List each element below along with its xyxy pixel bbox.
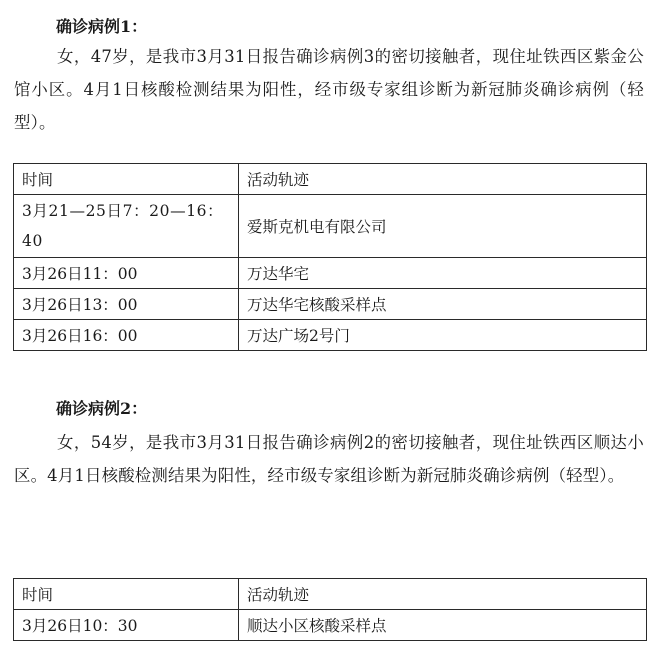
header-time: 时间 bbox=[14, 164, 239, 195]
header-trajectory: 活动轨迹 bbox=[239, 579, 647, 610]
case-2-description: 女，54岁，是我市3月31日报告确诊病例2的密切接触者，现住址铁西区顺达小区。4月1日核酸检测结果为阳性，经市级专家组诊断为新冠肺炎确诊病例（轻型）。 bbox=[14, 433, 644, 485]
row-place: 万达华宅 bbox=[239, 258, 647, 289]
table-header-row bbox=[14, 164, 647, 195]
row-time: 3月26日10：30 bbox=[14, 610, 239, 641]
row-time: 3月26日16：00 bbox=[14, 320, 239, 351]
table-row bbox=[14, 320, 647, 351]
header-trajectory: 活动轨迹 bbox=[239, 164, 647, 195]
table-row bbox=[14, 258, 647, 289]
row-time bbox=[14, 195, 239, 258]
row-time: 3月26日11：00 bbox=[14, 258, 239, 289]
row-place: 万达华宅核酸采样点 bbox=[239, 289, 647, 320]
row-time-text: 3月21—25日7：20—16：40 bbox=[22, 202, 224, 250]
row-place: 万达广场2号门 bbox=[239, 320, 647, 351]
header-time: 时间 bbox=[14, 579, 239, 610]
table-header-row bbox=[14, 579, 647, 610]
row-place: 爱斯克机电有限公司 bbox=[239, 195, 647, 258]
case-1-description: 女，47岁，是我市3月31日报告确诊病例3的密切接触者，现住址铁西区紫金公馆小区。4月1日核酸检测结果为阳性，经市级专家组诊断为新冠肺炎确诊病例（轻型）。 bbox=[14, 47, 644, 132]
table-row bbox=[14, 195, 647, 258]
case-2-heading: 确诊病例2： bbox=[56, 399, 148, 418]
case-1-heading: 确诊病例1： bbox=[56, 17, 148, 36]
case-1-trajectory-table bbox=[13, 163, 647, 351]
row-place: 顺达小区核酸采样点 bbox=[239, 610, 647, 641]
case-2-trajectory-table bbox=[13, 578, 647, 641]
row-time: 3月26日13：00 bbox=[14, 289, 239, 320]
table-row bbox=[14, 289, 647, 320]
table-row bbox=[14, 610, 647, 641]
